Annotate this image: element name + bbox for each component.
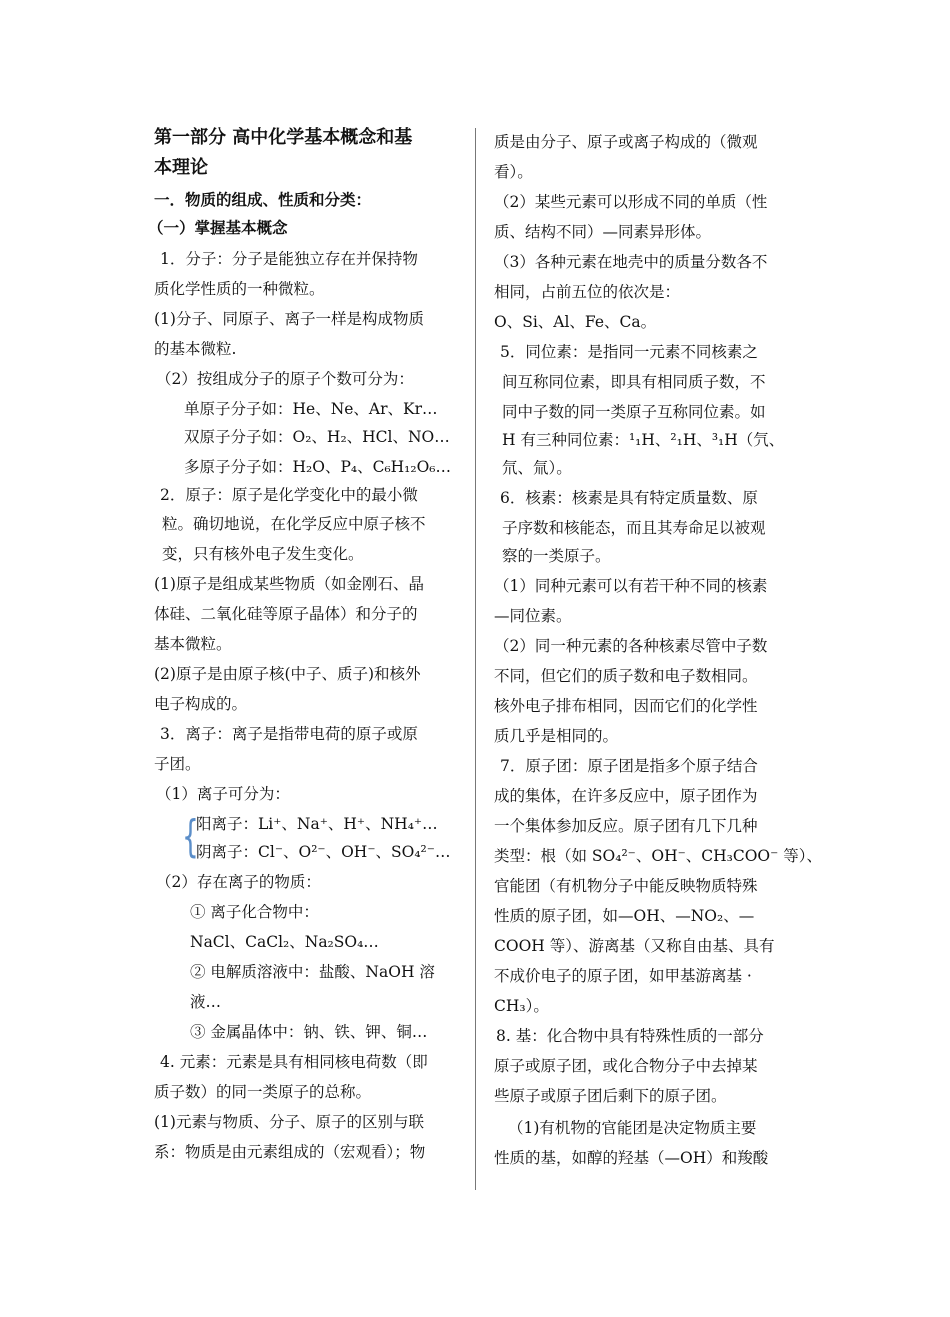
right-text-line: O、Si、Al、Fe、Ca。 <box>494 313 657 331</box>
right-text-line: 质是由分子、原子或离子构成的（微观 <box>494 133 758 151</box>
right-text-line: 一个集体参加反应。原子团有几下几种 <box>494 817 758 835</box>
left-text-line: 粒。确切地说，在化学反应中原子核不 <box>162 515 426 533</box>
left-text-line: 体硅、二氧化硅等原子晶体）和分子的 <box>154 605 418 623</box>
left-text-line: 质化学性质的一种微粒。 <box>154 280 325 298</box>
right-text-line: 8. 基：化合物中具有特殊性质的一部分 <box>496 1027 764 1045</box>
left-text-line: 3．离子：离子是指带电荷的原子或原 <box>160 725 418 743</box>
right-text-line: （1）同种元素可以有若干种不同的核素 <box>494 577 768 595</box>
right-text-line: 子序数和核能态，而且其寿命足以被观 <box>502 519 766 537</box>
left-text-line: 电子构成的。 <box>154 695 248 713</box>
right-text-line: 看）。 <box>494 163 533 181</box>
left-text-line: (2)原子是由原子核(中子、质子)和核外 <box>154 665 421 683</box>
left-text-line: 子团。 <box>154 755 201 773</box>
right-text-line: 不成价电子的原子团，如甲基游离基 · <box>494 967 752 985</box>
left-text-line: (1)原子是组成某些物质（如金刚石、晶 <box>154 575 424 593</box>
right-text-line: 类型：根（如 SO₄²⁻、OH⁻、CH₃COO⁻ 等）、 <box>494 847 822 865</box>
right-text-line: H 有三种同位素：¹₁H、²₁H、³₁H（氕、 <box>502 431 785 449</box>
right-text-line: 察的一类原子。 <box>502 547 611 565</box>
left-text-line: 阴离子：Cl⁻、O²⁻、OH⁻、SO₄²⁻… <box>196 843 451 861</box>
right-text-line: （2）同一种元素的各种核素尽管中子数 <box>494 637 768 655</box>
right-text-line: 相同，占前五位的依次是： <box>494 283 681 301</box>
right-text-line: COOH 等）、游离基（又称自由基、具有 <box>494 937 775 955</box>
left-text-line: （一）掌握基本概念 <box>148 218 288 237</box>
right-text-line: 些原子或原子团后剩下的原子团。 <box>494 1087 727 1105</box>
left-text-line: 第一部分 高中化学基本概念和基 <box>154 127 413 148</box>
right-text-line: （2）某些元素可以形成不同的单质（性 <box>494 193 768 211</box>
left-text-line: 1．分子：分子是能独立存在并保持物 <box>160 250 418 268</box>
right-text-line: 间互称同位素，即具有相同质子数，不 <box>502 373 766 391</box>
brace-icon: { <box>182 811 199 862</box>
column-divider <box>475 128 476 1190</box>
left-text-line: （2）存在离子的物质： <box>156 873 321 891</box>
right-text-line: —同位素。 <box>494 607 572 625</box>
left-text-line: 4. 元素：元素是具有相同核电荷数（即 <box>160 1053 428 1071</box>
left-text-line: （1）离子可分为： <box>156 785 290 803</box>
left-text-line: (1)分子、同原子、离子一样是构成物质 <box>154 310 424 328</box>
right-text-line: 性质的原子团，如—OH、—NO₂、— <box>494 907 755 925</box>
left-text-line: 液… <box>190 993 222 1011</box>
right-text-line: 质、结构不同）—同素异形体。 <box>494 223 712 241</box>
right-text-line: 7．原子团：原子团是指多个原子结合 <box>500 757 758 775</box>
left-text-line: 多原子分子如：H₂O、P₄、C₆H₁₂O₆… <box>184 458 452 476</box>
left-text-line: 系：物质是由元素组成的（宏观看）；物 <box>154 1143 426 1161</box>
left-text-line: 阳离子：Li⁺、Na⁺、H⁺、NH₄⁺… <box>196 815 438 833</box>
right-text-line: 5．同位素：是指同一元素不同核素之 <box>500 343 758 361</box>
right-text-line: 质几乎是相同的。 <box>494 727 619 745</box>
right-text-line: 原子或原子团，或化合物分子中去掉某 <box>494 1057 758 1075</box>
right-text-line: 6．核素：核素是具有特定质量数、原 <box>500 489 758 507</box>
left-text-line: 双原子分子如：O₂、H₂、HCl、NO… <box>184 428 450 446</box>
right-text-line: 不同，但它们的质子数和电子数相同。 <box>494 667 758 685</box>
right-text-line: CH₃）。 <box>494 997 549 1015</box>
left-text-line: 基本微粒。 <box>154 635 232 653</box>
right-text-line: 同中子数的同一类原子互称同位素。如 <box>502 403 766 421</box>
right-text-line: 官能团（有机物分子中能反映物质特殊 <box>494 877 758 895</box>
left-text-line: ② 电解质溶液中：盐酸、NaOH 溶 <box>190 963 435 981</box>
left-text-line: 本理论 <box>154 157 208 178</box>
left-text-line: 质子数）的同一类原子的总称。 <box>154 1083 372 1101</box>
left-text-line: 2．原子：原子是化学变化中的最小微 <box>160 486 418 504</box>
right-text-line: 成的集体，在许多反应中，原子团作为 <box>494 787 758 805</box>
left-text-line: 变，只有核外电子发生变化。 <box>162 545 364 563</box>
left-text-line: 的基本微粒. <box>154 340 237 358</box>
right-text-line: 氘、氚）。 <box>502 459 572 477</box>
right-text-line: 核外电子排布相同，因而它们的化学性 <box>494 697 758 715</box>
left-text-line: ③ 金属晶体中：钠、铁、钾、铜… <box>190 1023 428 1041</box>
right-text-line: （1)有机物的官能团是决定物质主要 <box>508 1119 757 1137</box>
right-text-line: （3）各种元素在地壳中的质量分数各不 <box>494 253 768 271</box>
left-text-line: ① 离子化合物中： <box>190 903 319 921</box>
left-text-line: 单原子分子如：He、Ne、Ar、Kr… <box>184 400 438 418</box>
left-text-line: （2）按组成分子的原子个数可分为： <box>156 370 414 388</box>
left-text-line: (1)元素与物质、分子、原子的区别与联 <box>154 1113 424 1131</box>
right-text-line: 性质的基，如醇的羟基（—OH）和羧酸 <box>494 1149 769 1167</box>
left-text-line: NaCl、CaCl₂、Na₂SO₄… <box>190 933 379 951</box>
left-text-line: 一．物质的组成、性质和分类： <box>154 190 372 209</box>
